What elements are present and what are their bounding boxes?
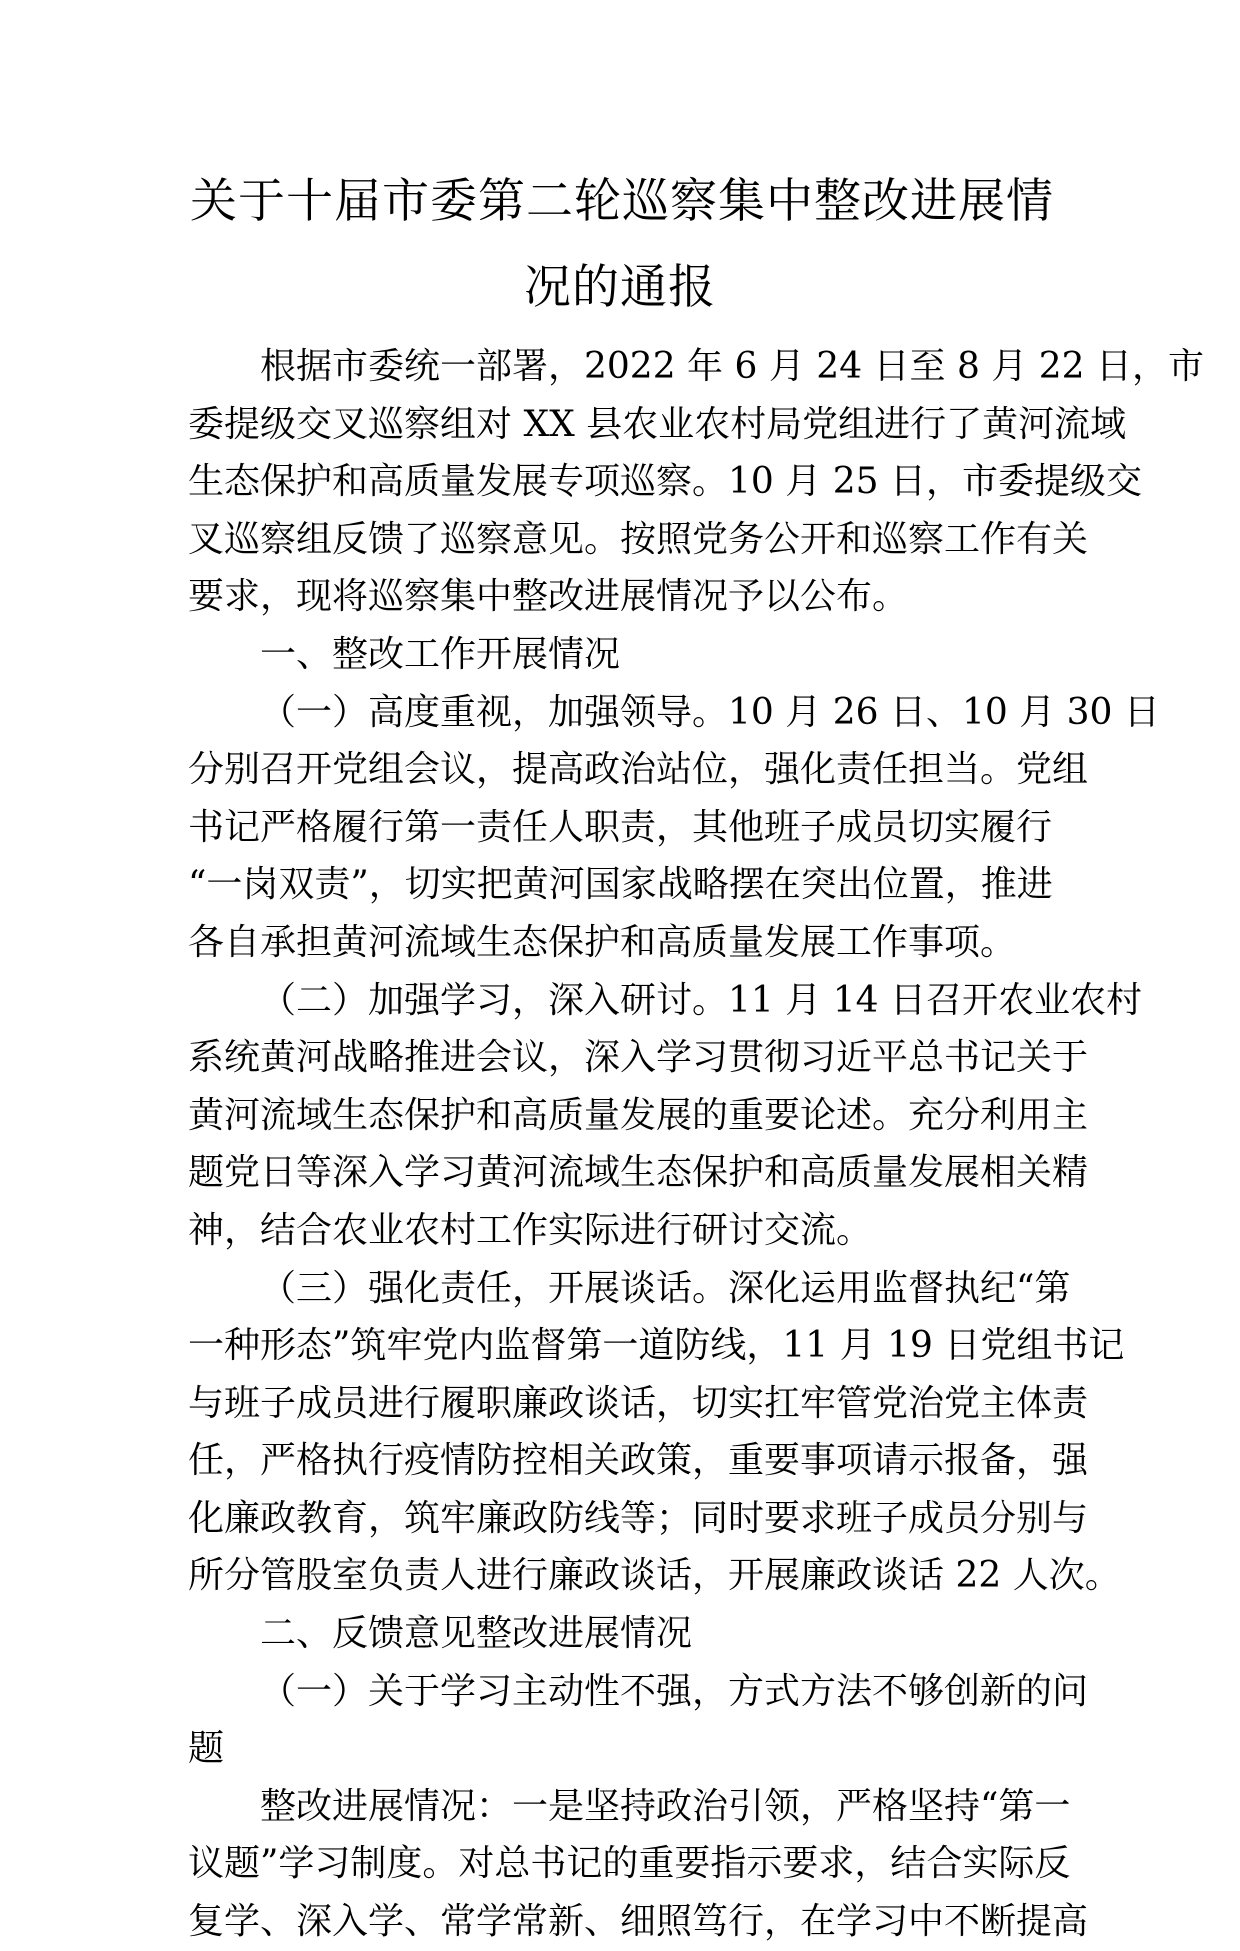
subsection-3-line: 所分管股室负责人进行廉政谈话，开展廉政谈话 22 人次。 xyxy=(188,1555,1121,1597)
document-title-line-2: 况的通报 xyxy=(524,260,716,315)
document-body xyxy=(188,338,1205,1951)
paragraph-intro-line: 生态保护和高质量发展专项巡察。10 月 25 日，市委提级交 xyxy=(188,461,1142,503)
subsection-2-line: 题党日等深入学习黄河流域生态保护和高质量发展相关精 xyxy=(188,1152,1089,1194)
issue-heading-line: （一）关于学习主动性不强，方式方法不够创新的问 xyxy=(260,1670,1089,1712)
paragraph-intro-line: 委提级交叉巡察组对 XX 县农业农村局党组进行了黄河流域 xyxy=(188,403,1127,445)
subsection-1-line: “一岗双责”，切实把黄河国家战略摆在突出位置，推进 xyxy=(188,864,1053,906)
paragraph-intro-line: 要求，现将巡察集中整改进展情况予以公布。 xyxy=(188,576,909,618)
subsection-2-line: 系统黄河战略推进会议，深入学习贯彻习近平总书记关于 xyxy=(188,1037,1089,1079)
section-heading-2: 二、反馈意见整改进展情况 xyxy=(260,1613,693,1655)
subsection-1-line: 分别召开党组会议，提高政治站位，强化责任担当。党组 xyxy=(188,749,1089,791)
subsection-3-line: 任，严格执行疫情防控相关政策，重要事项请示报备，强 xyxy=(188,1440,1089,1482)
document-title-line-1: 关于十届市委第二轮巡察集中整改进展情 xyxy=(190,174,1054,229)
subsection-3-line: 一种形态”筑牢党内监督第一道防线，11 月 19 日党组书记 xyxy=(188,1325,1125,1367)
progress-paragraph-line: 整改进展情况：一是坚持政治引领，严格坚持“第一 xyxy=(260,1785,1071,1827)
subsection-1-line: （一）高度重视，加强领导。10 月 26 日、10 月 30 日 xyxy=(260,691,1160,733)
subsection-2-line: 神，结合农业农村工作实际进行研讨交流。 xyxy=(188,1209,873,1251)
progress-paragraph-line: 议题”学习制度。对总书记的重要指示要求，结合实际反 xyxy=(188,1843,1071,1885)
paragraph-intro-line: 根据市委统一部署，2022 年 6 月 24 日至 8 月 22 日，市 xyxy=(260,346,1205,387)
progress-paragraph-line: 复学、深入学、常学常新、细照笃行，在学习中不断提高 xyxy=(188,1901,1089,1943)
subsection-3-line: 与班子成员进行履职廉政谈话，切实扛牢管党治党主体责 xyxy=(188,1382,1089,1424)
subsection-3-line: （三）强化责任，开展谈话。深化运用监督执纪“第 xyxy=(260,1267,1071,1309)
subsection-3-line: 化廉政教育，筑牢廉政防线等；同时要求班子成员分别与 xyxy=(188,1497,1089,1539)
subsection-1-line: 书记严格履行第一责任人职责，其他班子成员切实履行 xyxy=(188,806,1053,848)
subsection-2-line: 黄河流域生态保护和高质量发展的重要论述。充分利用主 xyxy=(188,1094,1089,1136)
section-heading-1: 一、整改工作开展情况 xyxy=(260,633,621,675)
subsection-1-line: 各自承担黄河流域生态保护和高质量发展工作事项。 xyxy=(188,921,1017,963)
paragraph-intro-line: 叉巡察组反馈了巡察意见。按照党务公开和巡察工作有关 xyxy=(188,518,1089,560)
subsection-2-line: （二）加强学习，深入研讨。11 月 14 日召开农业农村 xyxy=(260,979,1142,1021)
issue-heading-line: 题 xyxy=(188,1728,225,1770)
